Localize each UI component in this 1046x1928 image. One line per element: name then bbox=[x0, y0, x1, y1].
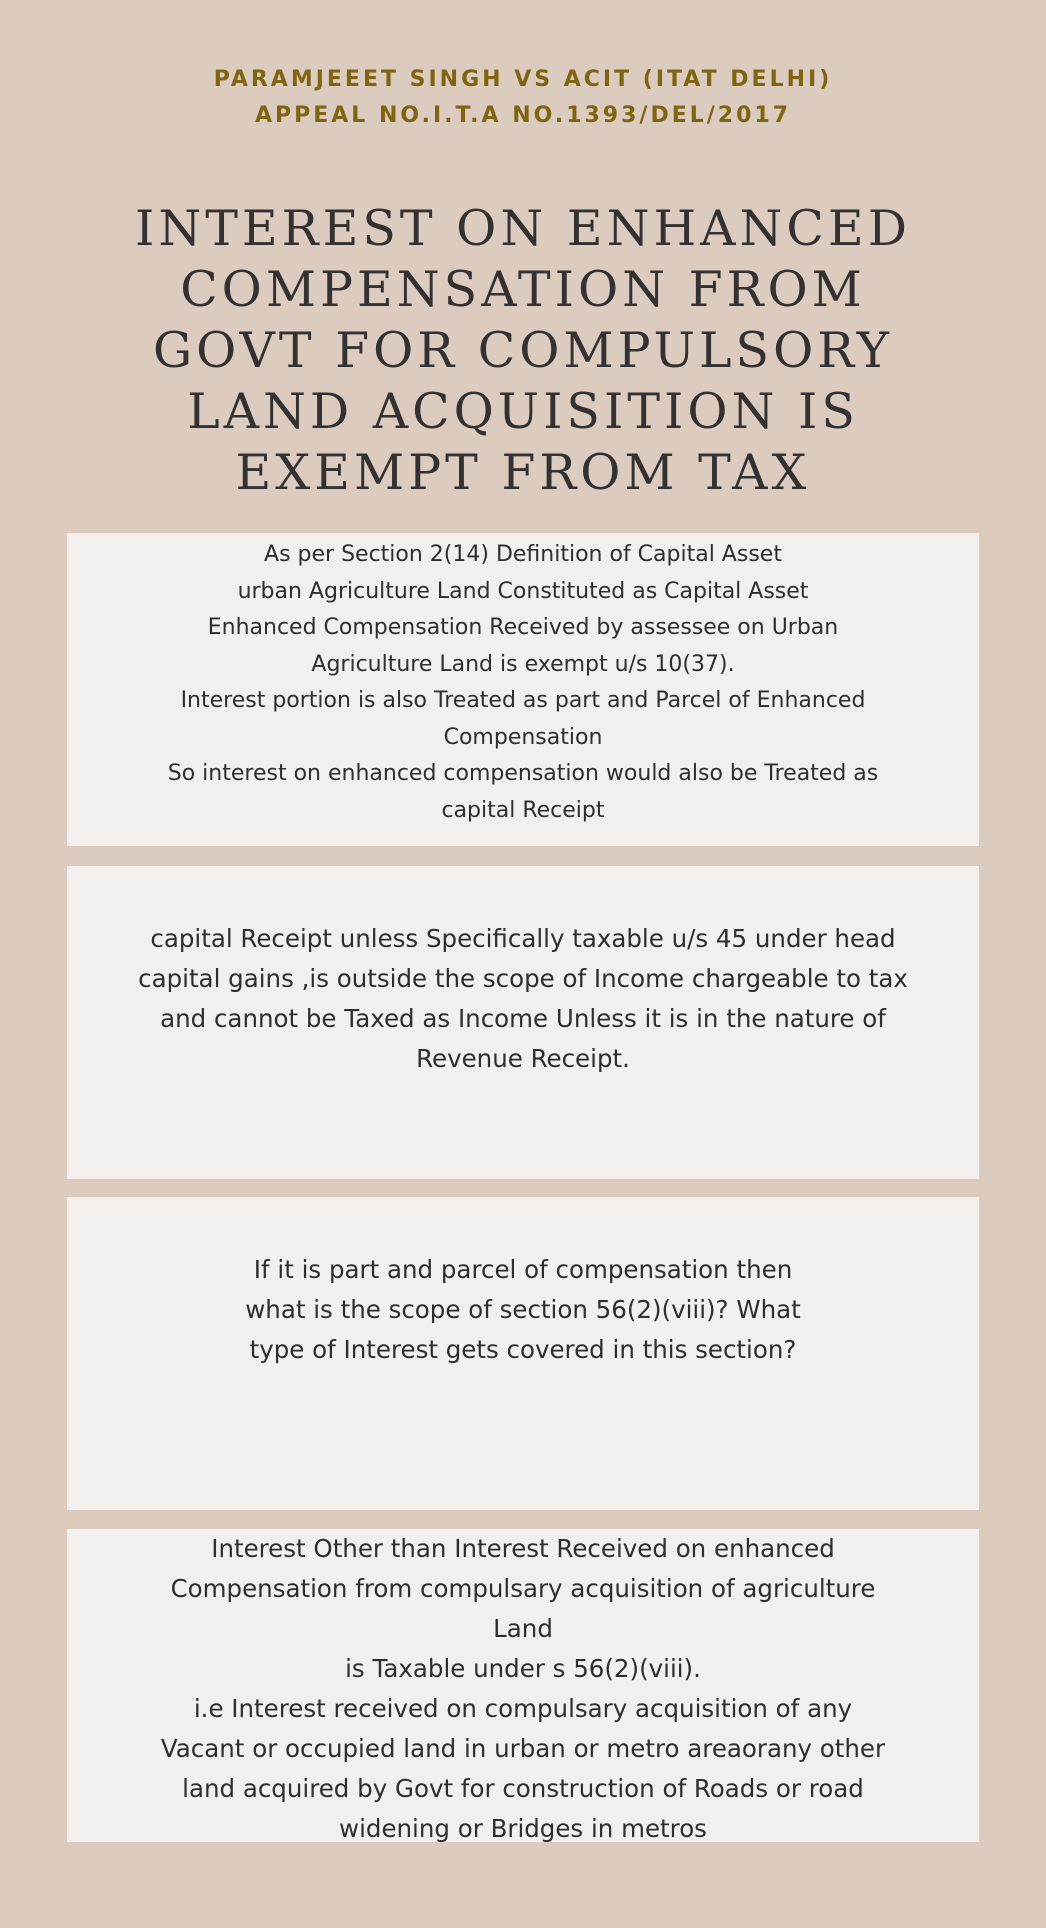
card-text-line: i.e Interest received on compulsary acquisition of any bbox=[193, 1694, 853, 1723]
capital-asset-card bbox=[67, 533, 979, 846]
heading-line: INTEREST ON ENHANCED bbox=[135, 200, 911, 257]
card-text-line: urban Agriculture Land Constituted as Capital Asset bbox=[237, 578, 809, 604]
main-heading bbox=[60, 198, 986, 503]
card-text-line: Compensation from compulsary acquisition of agriculture bbox=[170, 1574, 876, 1603]
question-card bbox=[67, 1197, 979, 1510]
card-text-line: Interest portion is also Treated as part and Parcel of Enhanced bbox=[180, 688, 866, 713]
card-text-line: capital Receipt bbox=[441, 797, 605, 823]
card-text-line: Interest Other than Interest Received on enhanced bbox=[211, 1534, 835, 1563]
appeal-number: APPEAL NO.I.T.A NO.1393/DEL/2017 bbox=[254, 103, 792, 128]
card-text-line: So interest on enhanced compensation would also be Treated as bbox=[167, 761, 879, 786]
card-text-line: widening or Bridges in metros bbox=[339, 1814, 707, 1842]
card-text-line: what is the scope of section 56(2)(viii)? What bbox=[245, 1295, 801, 1324]
card-text-line: Revenue Receipt. bbox=[416, 1044, 630, 1073]
heading-line: EXEMPT FROM TAX bbox=[235, 444, 811, 501]
card-text-line: If it is part and parcel of compensation then bbox=[253, 1255, 793, 1284]
card-text-line: Enhanced Compensation Received by assessee on Urban bbox=[207, 615, 839, 640]
card-text-line: Agriculture Land is exempt u/s 10(37). bbox=[311, 651, 735, 677]
card-text-line: is Taxable under s 56(2)(viii). bbox=[345, 1654, 701, 1683]
card-text-line: type of Interest gets covered in this section? bbox=[249, 1335, 797, 1364]
card-text-line: capital Receipt unless Specifically taxable u/s 45 under head bbox=[150, 924, 896, 953]
capital-receipt-card bbox=[67, 866, 979, 1179]
heading-line: GOVT FOR COMPULSORY bbox=[153, 322, 893, 379]
card-text-line: and cannot be Taxed as Income Unless it is in the nature of bbox=[160, 1004, 886, 1033]
case-title: PARAMJEEET SINGH VS ACIT (ITAT DELHI) bbox=[213, 67, 833, 92]
heading-line: COMPENSATION FROM bbox=[180, 261, 866, 318]
card-text-line: Land bbox=[493, 1614, 553, 1643]
taxable-interest-card bbox=[67, 1529, 979, 1842]
card-text-line: Compensation bbox=[443, 724, 603, 750]
card-text-line: Vacant or occupied land in urban or metro areaorany other bbox=[160, 1734, 886, 1763]
card-text-line: land acquired by Govt for construction of Roads or road bbox=[182, 1774, 864, 1803]
card-text-line: capital gains ,is outside the scope of Income chargeable to tax bbox=[138, 964, 908, 993]
card-text-line: As per Section 2(14) Definition of Capital Asset bbox=[264, 542, 782, 567]
case-header bbox=[0, 62, 1046, 134]
heading-line: LAND ACQUISITION IS bbox=[187, 383, 859, 440]
